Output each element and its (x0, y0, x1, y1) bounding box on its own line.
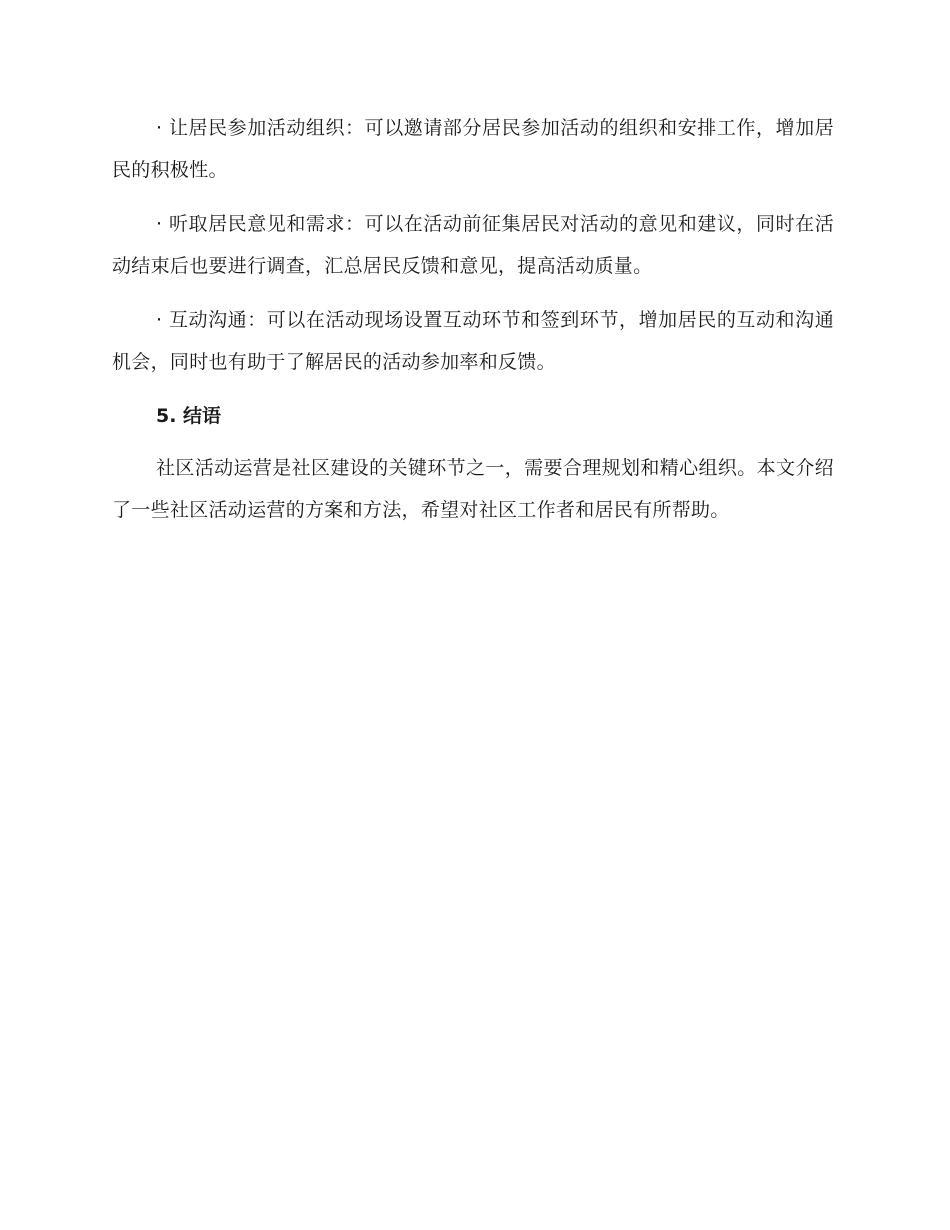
section-heading-conclusion: 5. 结语 (156, 405, 222, 427)
bullet-paragraph-interaction: · 互动沟通：可以在活动现场设置互动环节和签到环节，增加居民的互动和沟通机会，同时也有助于了解居民的活动参加率和反馈。 (112, 309, 834, 373)
conclusion-paragraph: 社区活动运营是社区建设的关键环节之一，需要合理规划和精心组织。本文介绍了一些社区活动运营的方案和方法，希望对社区工作者和居民有所帮助。 (112, 457, 834, 521)
bullet-paragraph-resident-feedback: · 听取居民意见和需求：可以在活动前征集居民对活动的意见和建议，同时在活动结束后也要进行调查，汇总居民反馈和意见，提高活动质量。 (112, 213, 834, 277)
document-body (112, 107, 834, 543)
bullet-paragraph-resident-organization: · 让居民参加活动组织：可以邀请部分居民参加活动的组织和安排工作，增加居民的积极性。 (112, 117, 834, 181)
